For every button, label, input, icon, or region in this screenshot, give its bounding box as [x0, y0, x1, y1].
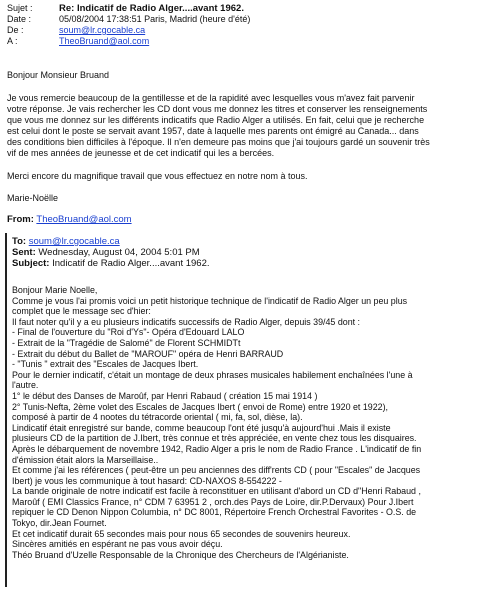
- quoted-body-line: Maroûf ( EMI Classics France, n° CDM 7 63951 2 , orch.des Pays de Loire, dir.P.Dervaux) Pour J.Ibert: [12, 496, 414, 507]
- message-header: [7, 3, 477, 47]
- quoted-body-line: - "Tunis " extrait des "Escales de Jacques Ibert.: [12, 359, 199, 370]
- quoted-body-line: Théo Bruand d'Uzelle Responsable de la Chronique des Chercheurs de l'Algérianiste.: [12, 549, 349, 560]
- quoted-sent-value: Wednesday, August 04, 2004 5:01 PM: [38, 247, 200, 258]
- quoted-body-line: Comme je vous l'ai promis voici un petit historique technique de l'indicatif de Radio Alger un peu plus: [12, 295, 408, 306]
- quoted-body-line: Il faut noter qu'il y a eu plusieurs indicatifs successifs de Radio Alger, depuis 39/45 dont :: [12, 316, 361, 327]
- quoted-body-line: l'autre.: [12, 380, 39, 391]
- reply-body-line: que vous me donnez sur les différents indicatifs que Radio Alger a utilisés. En fait, celui que je recherche: [7, 115, 425, 125]
- quoted-subject-label: Subject:: [12, 258, 50, 269]
- subject-label: Sujet :: [7, 3, 33, 13]
- reply-body: [7, 93, 485, 159]
- quoted-body-line: Pour le dernier indicatif, c'était un montage de deux phrases musicales habilement enchaînées l'une à: [12, 369, 413, 380]
- quoted-body-line: Ibert) je vous les communique à tout hasard: CD-NAXOS 8-554222 -: [12, 475, 282, 486]
- quoted-body-line: - Extrait de la "Tragédie de Salomé" de Florent SCHMIDTt: [12, 337, 241, 348]
- quoted-from-line: [7, 214, 485, 225]
- reply-body-line: votre réponse. Je vais rechercher les CD dont vous me donnez les titres et conserver les renseignements: [7, 104, 428, 114]
- reply-body-line: Je vous remercie beaucoup de la gentillesse et de la rapidité avec lesquelles vous m'avez fait parvenir: [7, 93, 415, 103]
- quoted-body-line: - Final de l'ouverture du "Roi d'Ys"- Opéra d'Edouard LALO: [12, 327, 245, 338]
- quoted-body: [12, 285, 486, 560]
- reply-thanks: Merci encore du magnifique travail que vous effectuez en notre nom à tous.: [7, 171, 308, 181]
- quoted-body-line: composé à partir de 4 nootes du tétracorde oriental ( mi, fa, sol, dièse, la).: [12, 412, 303, 423]
- from-label: De :: [7, 25, 24, 35]
- quoted-sent-row: [12, 247, 482, 258]
- date-label: Date :: [7, 14, 32, 24]
- quoted-to-label: To:: [12, 236, 27, 247]
- to-label: A :: [7, 36, 18, 46]
- quoted-body-line: Sincères amitiés en espérant ne pas vous avoir déçu.: [12, 539, 223, 550]
- quoted-body-line: complet que le message sec d'hier:: [12, 306, 151, 317]
- quoted-body-line: Après le débarquement de novembre 1942, Radio Alger a pris le nom de Radio France . L'indicatif de fin: [12, 443, 422, 454]
- reply-body-line: est celui dont le poste se servait avant 1957, date à laquelle mes parents ont émigré au Canada... dans: [7, 126, 419, 136]
- reply-body-line: vif de mes années de jeunesse et de cet indicatif qui les a bercées.: [7, 148, 275, 158]
- quoted-body-line: plusieurs CD de la partition de J.Ibert, très connue et très appréciée, en vente chez tous les disquaires.: [12, 433, 417, 444]
- quoted-body-line: Et comme j'ai les références ( peut-être un peu anciennes des diff'rents CD ( pour "Escales" de Jacques: [12, 465, 421, 476]
- header-subject-row: [7, 3, 477, 14]
- quoted-body-line: 2° Tunis-Nefta, 2ème volet des Escales de Jacques Ibert ( envoi de Rome) entre 1920 et 1922),: [12, 401, 389, 412]
- quoted-message: [5, 233, 489, 587]
- header-to-row: [7, 36, 477, 47]
- reply-body-line: des conditions bien difficiles à l'époque. Il n'en demeure pas moins que j'ai toujours gardé un souvenir très: [7, 137, 430, 147]
- quoted-to-email-link[interactable]: soum@lr.cgocable.ca: [28, 236, 120, 247]
- quoted-body-line: 1° le début des Danses de Maroûf, par Henri Rabaud ( création 15 mai 1914 ): [12, 390, 318, 401]
- quoted-body-line: Bonjour Marie Noelle,: [12, 285, 98, 295]
- quoted-sent-label: Sent:: [12, 247, 36, 258]
- quoted-body-line: Tokyo, dir.Jean Fournet.: [12, 518, 107, 529]
- header-from-row: [7, 25, 477, 36]
- quoted-from-label: From:: [7, 214, 34, 225]
- quoted-body-line: La bande originale de notre indicatif est facile à reconstituer en utilisant d'abord un CD d"Henri Rabaud ,: [12, 486, 421, 497]
- quoted-subject-row: [12, 258, 482, 269]
- quoted-to-row: [12, 236, 482, 247]
- reply-greeting: Bonjour Monsieur Bruand: [7, 70, 110, 80]
- quoted-body-line: d'émission était alors la Marseillaise..: [12, 454, 159, 465]
- quoted-body-line: Et cet indicatif durait 65 secondes mais pour nous 65 secondes de souvenirs heureux.: [12, 528, 351, 539]
- quoted-from-email-link[interactable]: TheoBruand@aol.com: [36, 214, 132, 225]
- header-date-row: [7, 14, 477, 25]
- to-email-link[interactable]: TheoBruand@aol.com: [59, 36, 150, 46]
- reply-signature: Marie-Noëlle: [7, 193, 59, 203]
- from-email-link[interactable]: soum@lr.cgocable.ca: [59, 25, 146, 35]
- quoted-body-line: Lindicatif était enregistré sur bande, comme beaucoup l'ont été jusqu'à aujourd'hui .Mais il existe: [12, 422, 391, 433]
- quoted-subject-value: Indicatif de Radio Alger....avant 1962.: [52, 258, 210, 269]
- date-value: 05/08/2004 17:38:51 Paris, Madrid (heure d'été): [59, 14, 251, 24]
- quoted-header: [12, 236, 482, 269]
- quoted-body-line: - Extrait du début du Ballet de "MAROUF" opéra de Henri BARRAUD: [12, 348, 284, 359]
- subject-value: Re: Indicatif de Radio Alger....avant 1962.: [59, 3, 244, 14]
- quoted-body-line: repiquer le CD Denon Nippon Columbia, n° DC 8001, Répertoire French Orchestral Favorites - O.S. de: [12, 507, 417, 518]
